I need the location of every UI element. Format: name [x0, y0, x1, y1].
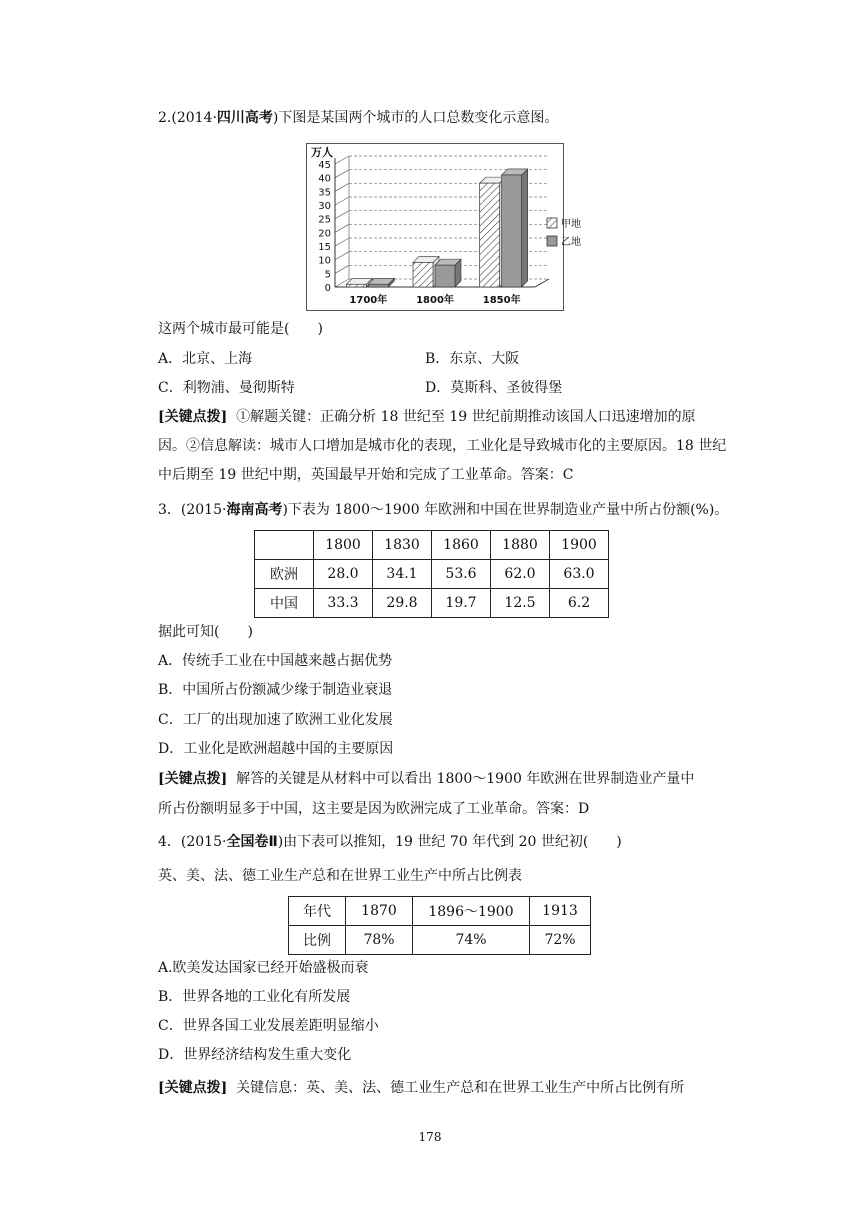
q3-table-cell: 中国	[255, 589, 314, 618]
q4-table-cell: 1896～1900	[413, 897, 530, 926]
y-tick-label: 40	[318, 173, 331, 185]
q4-suffix: )由下表可以推知，19 世纪 70 年代到 20 世纪初( )	[277, 834, 622, 850]
y-tick-label: 10	[318, 255, 331, 267]
q2-source-tag: 四川高考	[216, 110, 273, 126]
q2-hint-line-2: 因。②信息解读：城市人口增加是城市化的表现，工业化是导致城市化的主要原因。18 世纪	[158, 438, 727, 454]
q2-stem: 这两个城市最可能是( )	[158, 321, 323, 337]
q4-hint-line-1	[158, 1078, 684, 1098]
grid-diagonal	[335, 211, 349, 219]
q2-prefix: 2.(2014·	[158, 110, 217, 126]
q3-table-cell: 1860	[432, 531, 491, 560]
q3-table-cell: 34.1	[373, 560, 432, 589]
legend-swatch	[547, 218, 557, 228]
q2-hint-line-1	[158, 407, 696, 427]
q3-table-cell: 1880	[491, 531, 550, 560]
q3-option-c: C．工厂的出现加速了欧洲工业化发展	[158, 712, 393, 728]
q3-table-cell: 29.8	[373, 589, 432, 618]
bar	[346, 284, 366, 287]
y-tick-label: 20	[318, 228, 331, 240]
q3-option-d: D．工业化是欧洲超越中国的主要原因	[158, 741, 394, 757]
q4-table-cell: 74%	[413, 926, 530, 955]
q4-table-title: 英、美、法、德工业生产总和在世界工业生产中所占比例表	[158, 868, 522, 884]
q3-option-b: B．中国所占份额减少缘于制造业衰退	[158, 682, 393, 698]
grid-diagonal	[335, 170, 349, 178]
q3-title	[158, 500, 728, 520]
y-tick-label: 45	[318, 160, 331, 171]
q3-table-cell: 62.0	[491, 560, 550, 589]
x-tick-label: 1800年	[416, 295, 454, 306]
population-bar-chart-svg	[307, 144, 581, 310]
q3-table-cell: 1900	[550, 531, 609, 560]
q3-table-cell: 63.0	[550, 560, 609, 589]
legend-swatch	[547, 236, 557, 246]
bar	[502, 175, 522, 287]
grid-diagonal	[335, 183, 349, 191]
q2-suffix: )下图是某国两个城市的人口总数变化示意图。	[272, 110, 559, 126]
q4-table-cell: 年代	[289, 897, 346, 926]
q2-hint-label: [关键点拨]	[158, 409, 228, 425]
q4-table-cell: 1870	[346, 897, 413, 926]
q3-table-row	[255, 589, 609, 618]
q4-table-row	[289, 926, 591, 955]
bar	[413, 262, 433, 287]
q2-option-c: C．利物浦、曼彻斯特	[158, 380, 295, 396]
q3-table-cell: 1800	[314, 531, 373, 560]
q4-hint-label: [关键点拨]	[158, 1080, 228, 1096]
q3-table-cell: 28.0	[314, 560, 373, 589]
q3-table-cell: 1830	[373, 531, 432, 560]
grid-diagonal	[335, 224, 349, 232]
q3-table-cell: 19.7	[432, 589, 491, 618]
y-tick-label: 0	[324, 283, 331, 294]
legend-label: 甲地	[561, 219, 581, 230]
q4-table-row	[289, 897, 591, 926]
floor-edge	[535, 279, 549, 287]
q2-option-b: B．东京、大阪	[425, 351, 520, 367]
q3-table-row	[255, 560, 609, 589]
grid-diagonal	[335, 265, 349, 273]
q2-hint-line-3: 中后期至 19 世纪中期，英国最早开始和完成了工业革命。答案：C	[158, 467, 574, 483]
q4-hint-text-1: 关键信息：英、美、法、德工业生产总和在世界工业生产中所占比例有所	[236, 1080, 685, 1096]
y-tick-label: 25	[318, 214, 331, 226]
y-tick-label: 15	[318, 242, 331, 253]
q3-hint-line-1	[158, 769, 694, 789]
q2-hint-text-1: ①解题关键：正确分析 18 世纪至 19 世纪前期推动该国人口迅速增加的原	[236, 409, 696, 425]
x-tick-label: 1700年	[349, 295, 388, 306]
y-axis-label: 万人	[311, 146, 333, 159]
q4-option-a: A.欧美发达国家已经开始盛极而衰	[158, 960, 369, 976]
q4-option-d: D．世界经济结构发生重大变化	[158, 1047, 352, 1063]
grid-diagonal	[335, 252, 349, 260]
q3-hint-label: [关键点拨]	[158, 771, 228, 787]
q4-table	[288, 896, 591, 955]
q4-option-c: C．世界各国工业发展差距明显缩小	[158, 1018, 379, 1034]
grid-diagonal	[335, 156, 349, 164]
q3-table-cell: 12.5	[491, 589, 550, 618]
q4-table-cell: 78%	[346, 926, 413, 955]
q3-hint-line-2: 所占份额明显多于中国，这主要是因为欧洲完成了工业革命。答案：D	[158, 801, 590, 817]
x-tick-label: 1850年	[482, 295, 521, 306]
q4-title	[158, 832, 622, 852]
bar	[435, 265, 455, 287]
q2-option-a: A．北京、上海	[158, 351, 253, 367]
q4-table-cell: 72%	[530, 926, 591, 955]
q3-table-header-row	[255, 531, 609, 560]
q3-prefix: 3．(2015·	[158, 502, 227, 518]
q4-table-cell: 1913	[530, 897, 591, 926]
q3-option-a: A．传统手工业在中国越来越占据优势	[158, 653, 393, 669]
q4-prefix: 4．(2015·	[158, 834, 227, 850]
q2-title	[158, 108, 558, 128]
q3-hint-text-1: 解答的关键是从材料中可以看出 1800～1900 年欧洲在世界制造业产量中	[236, 771, 695, 787]
y-tick-label: 35	[318, 187, 331, 199]
page-number: 178	[418, 1130, 442, 1144]
q3-table-cell: 53.6	[432, 560, 491, 589]
q3-stem: 据此可知( )	[158, 624, 253, 640]
y-tick-label: 30	[318, 201, 331, 212]
q3-table-cell	[255, 531, 314, 560]
bar-side	[522, 169, 528, 287]
population-chart	[306, 143, 581, 311]
q3-table	[254, 530, 609, 618]
y-tick-label: 5	[324, 269, 331, 281]
legend-label: 乙地	[561, 237, 581, 248]
grid-diagonal	[335, 197, 349, 205]
bar	[368, 284, 388, 287]
q4-table-cell: 比例	[289, 926, 346, 955]
q3-table-cell: 6.2	[550, 589, 609, 618]
q3-source-tag: 海南高考	[226, 502, 283, 518]
bar	[480, 183, 500, 287]
q3-table-cell: 欧洲	[255, 560, 314, 589]
grid-diagonal	[335, 238, 349, 246]
q3-suffix: )下表为 1800～1900 年欧洲和中国在世界制造业产量中所占份额(%)。	[282, 502, 729, 518]
q4-option-b: B．世界各地的工业化有所发展	[158, 989, 351, 1005]
q4-source-tag: 全国卷Ⅱ	[226, 834, 278, 850]
q2-option-d: D．莫斯科、圣彼得堡	[425, 380, 563, 396]
q3-table-cell: 33.3	[314, 589, 373, 618]
